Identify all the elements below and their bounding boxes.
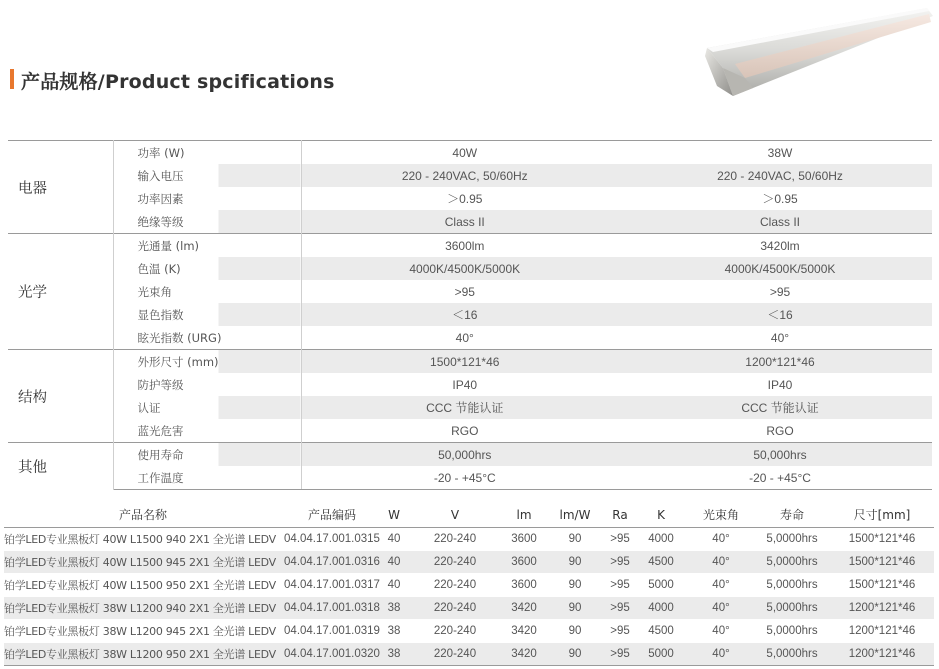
table-cell: 40°: [688, 597, 754, 620]
spec-category: 光学: [8, 234, 113, 350]
spec-row: [8, 373, 932, 396]
table-cell: 3600: [504, 551, 544, 574]
table-cell: 4000: [634, 597, 688, 620]
table-cell: 4500: [634, 551, 688, 574]
table-cell: 04.04.17.001.0316: [282, 551, 382, 574]
spec-value-40w: 220 - 240VAC, 50/60Hz: [301, 164, 628, 187]
table-cell: 40: [382, 574, 406, 597]
spec-value-38w: 1200*121*46: [628, 350, 932, 374]
table-cell: 3600: [504, 574, 544, 597]
table-cell: 5,0000hrs: [754, 551, 830, 574]
spec-row: [8, 303, 932, 326]
table-cell: 40°: [688, 574, 754, 597]
table-row: [4, 574, 934, 597]
spec-label: 防护等级: [113, 373, 301, 396]
spec-row: [8, 350, 932, 374]
table-cell: 4000: [634, 528, 688, 551]
spec-value-38w: 4000K/4500K/5000K: [628, 257, 932, 280]
table-cell: 40: [382, 551, 406, 574]
table-cell: 40°: [688, 620, 754, 643]
table-cell: 5,0000hrs: [754, 620, 830, 643]
spec-row: [8, 210, 932, 234]
spec-category: 结构: [8, 350, 113, 443]
product-table-header: lm: [504, 502, 544, 528]
table-cell: 220-240: [406, 597, 504, 620]
product-name-cell: 铂学LED专业黑板灯 40W L1500 950 2X1 全光谱 LEDV: [4, 574, 282, 597]
table-cell: 04.04.17.001.0318: [282, 597, 382, 620]
lamp-product-image: [705, 6, 935, 100]
spec-label: 使用寿命: [113, 443, 301, 467]
table-cell: 38: [382, 597, 406, 620]
table-cell: 90: [544, 620, 606, 643]
product-name-cell: 铂学LED专业黑板灯 38W L1200 950 2X1 全光谱 LEDV: [4, 643, 282, 666]
table-cell: 220-240: [406, 643, 504, 666]
table-cell: 1200*121*46: [830, 620, 934, 643]
table-cell: >95: [606, 574, 634, 597]
product-table-header: 寿命: [754, 502, 830, 528]
spec-value-38w: 38W: [628, 141, 932, 165]
product-table-header: 光束角: [688, 502, 754, 528]
product-table-header: K: [634, 502, 688, 528]
spec-value-40w: -20 - +45°C: [301, 466, 628, 490]
spec-row: [8, 326, 932, 350]
spec-row: [8, 141, 932, 165]
spec-value-38w: 220 - 240VAC, 50/60Hz: [628, 164, 932, 187]
table-cell: >95: [606, 643, 634, 666]
table-cell: 5,0000hrs: [754, 597, 830, 620]
table-cell: 3600: [504, 528, 544, 551]
spec-value-38w: 3420lm: [628, 234, 932, 258]
table-cell: 90: [544, 597, 606, 620]
spec-table: [8, 140, 932, 490]
spec-row: [8, 396, 932, 419]
spec-value-40w: RGO: [451, 423, 479, 438]
page-title: 产品规格/Product spcifications: [21, 71, 335, 93]
spec-value-40w: 4000K/4500K/5000K: [301, 257, 628, 280]
product-name-cell: 铂学LED专业黑板灯 40W L1500 945 2X1 全光谱 LEDV: [4, 551, 282, 574]
spec-value-40w: CCC 节能认证: [301, 396, 628, 419]
spec-row: [8, 257, 932, 280]
table-row: [4, 528, 934, 551]
table-cell: 1500*121*46: [830, 551, 934, 574]
spec-value-40w: >95: [454, 284, 475, 299]
table-row: [4, 620, 934, 643]
table-cell: 220-240: [406, 620, 504, 643]
product-table-header: Ra: [606, 502, 634, 528]
table-row: [4, 643, 934, 666]
product-table-header: W: [382, 502, 406, 528]
table-cell: 1200*121*46: [830, 597, 934, 620]
spec-row: [8, 443, 932, 467]
spec-value-38w: CCC 节能认证: [628, 396, 932, 419]
spec-value-40w: 3600lm: [301, 234, 628, 258]
product-table-header: V: [406, 502, 504, 528]
product-table-header: lm/W: [544, 502, 606, 528]
spec-row: [8, 187, 932, 210]
table-cell: 40°: [688, 643, 754, 666]
title-accent-bar: [10, 69, 14, 89]
table-cell: 1500*121*46: [830, 574, 934, 597]
spec-row: [8, 164, 932, 187]
table-cell: 5,0000hrs: [754, 528, 830, 551]
spec-row: [8, 234, 932, 258]
product-table: [4, 502, 934, 666]
table-cell: 5000: [634, 643, 688, 666]
spec-label: 光束角: [113, 280, 301, 303]
table-row: [4, 551, 934, 574]
spec-value-38w: >95: [769, 284, 791, 299]
spec-row: [8, 280, 932, 303]
spec-category: 其他: [8, 443, 113, 490]
spec-value-38w: ＜16: [628, 303, 932, 326]
spec-label: 输入电压: [113, 164, 301, 187]
spec-value-40w: ＜16: [301, 303, 628, 326]
spec-label: 功率 (W): [113, 141, 301, 165]
table-cell: 5,0000hrs: [754, 643, 830, 666]
spec-label: 功率因素: [113, 187, 301, 210]
spec-label: 显色指数: [113, 303, 301, 326]
table-cell: 38: [382, 643, 406, 666]
spec-row: [8, 419, 932, 443]
spec-value-38w: Class II: [628, 210, 932, 234]
table-cell: 1200*121*46: [830, 643, 934, 666]
table-cell: 40: [382, 528, 406, 551]
table-cell: 04.04.17.001.0315: [282, 528, 382, 551]
table-cell: 90: [544, 528, 606, 551]
spec-value-40w: 40°: [455, 330, 474, 345]
table-cell: >95: [606, 528, 634, 551]
product-table-header: 产品编码: [282, 502, 382, 528]
table-cell: 04.04.17.001.0320: [282, 643, 382, 666]
table-cell: 220-240: [406, 528, 504, 551]
table-cell: 90: [544, 643, 606, 666]
spec-label: 蓝光危害: [113, 419, 301, 443]
product-table-header: 产品名称: [4, 502, 282, 528]
table-cell: >95: [606, 551, 634, 574]
spec-value-38w: IP40: [767, 377, 793, 392]
spec-value-40w: IP40: [452, 377, 478, 392]
table-row: [4, 597, 934, 620]
table-cell: 5,0000hrs: [754, 574, 830, 597]
spec-value-38w: 50,000hrs: [628, 443, 932, 467]
product-name-cell: 铂学LED专业黑板灯 38W L1200 945 2X1 全光谱 LEDV: [4, 620, 282, 643]
table-cell: 90: [544, 551, 606, 574]
spec-value-40w: Class II: [301, 210, 628, 234]
table-cell: 90: [544, 574, 606, 597]
spec-value-38w: -20 - +45°C: [628, 466, 932, 490]
product-name-cell: 铂学LED专业黑板灯 40W L1500 940 2X1 全光谱 LEDV: [4, 528, 282, 551]
product-table-header: 尺寸[mm]: [830, 502, 934, 528]
product-name-cell: 铂学LED专业黑板灯 38W L1200 940 2X1 全光谱 LEDV: [4, 597, 282, 620]
spec-label: 绝缘等级: [113, 210, 301, 234]
table-cell: 40°: [688, 551, 754, 574]
table-cell: 38: [382, 620, 406, 643]
spec-label: 眩光指数 (URG): [113, 326, 301, 350]
table-cell: >95: [606, 597, 634, 620]
table-cell: 1500*121*46: [830, 528, 934, 551]
spec-label: 认证: [113, 396, 301, 419]
table-cell: 3420: [504, 643, 544, 666]
table-cell: 5000: [634, 574, 688, 597]
spec-label: 光通量 (lm): [113, 234, 301, 258]
table-cell: 04.04.17.001.0317: [282, 574, 382, 597]
table-cell: 40°: [688, 528, 754, 551]
spec-category: 电器: [8, 141, 113, 234]
spec-value-40w: 1500*121*46: [301, 350, 628, 374]
spec-value-38w: 40°: [770, 330, 790, 345]
spec-value-38w: RGO: [766, 423, 794, 438]
table-cell: 04.04.17.001.0319: [282, 620, 382, 643]
spec-row: [8, 466, 932, 490]
table-cell: 3420: [504, 620, 544, 643]
table-cell: 220-240: [406, 574, 504, 597]
spec-label: 外形尺寸 (mm): [113, 350, 301, 374]
spec-value-40w: 40W: [301, 141, 628, 165]
spec-value-38w: ＞0.95: [762, 192, 798, 206]
table-cell: 3420: [504, 597, 544, 620]
spec-value-40w: 50,000hrs: [301, 443, 628, 467]
table-cell: 220-240: [406, 551, 504, 574]
table-cell: >95: [606, 620, 634, 643]
spec-value-40w: ＞0.95: [447, 192, 483, 206]
table-cell: 4500: [634, 620, 688, 643]
spec-label: 色温 (K): [113, 257, 301, 280]
spec-label: 工作温度: [113, 466, 301, 490]
